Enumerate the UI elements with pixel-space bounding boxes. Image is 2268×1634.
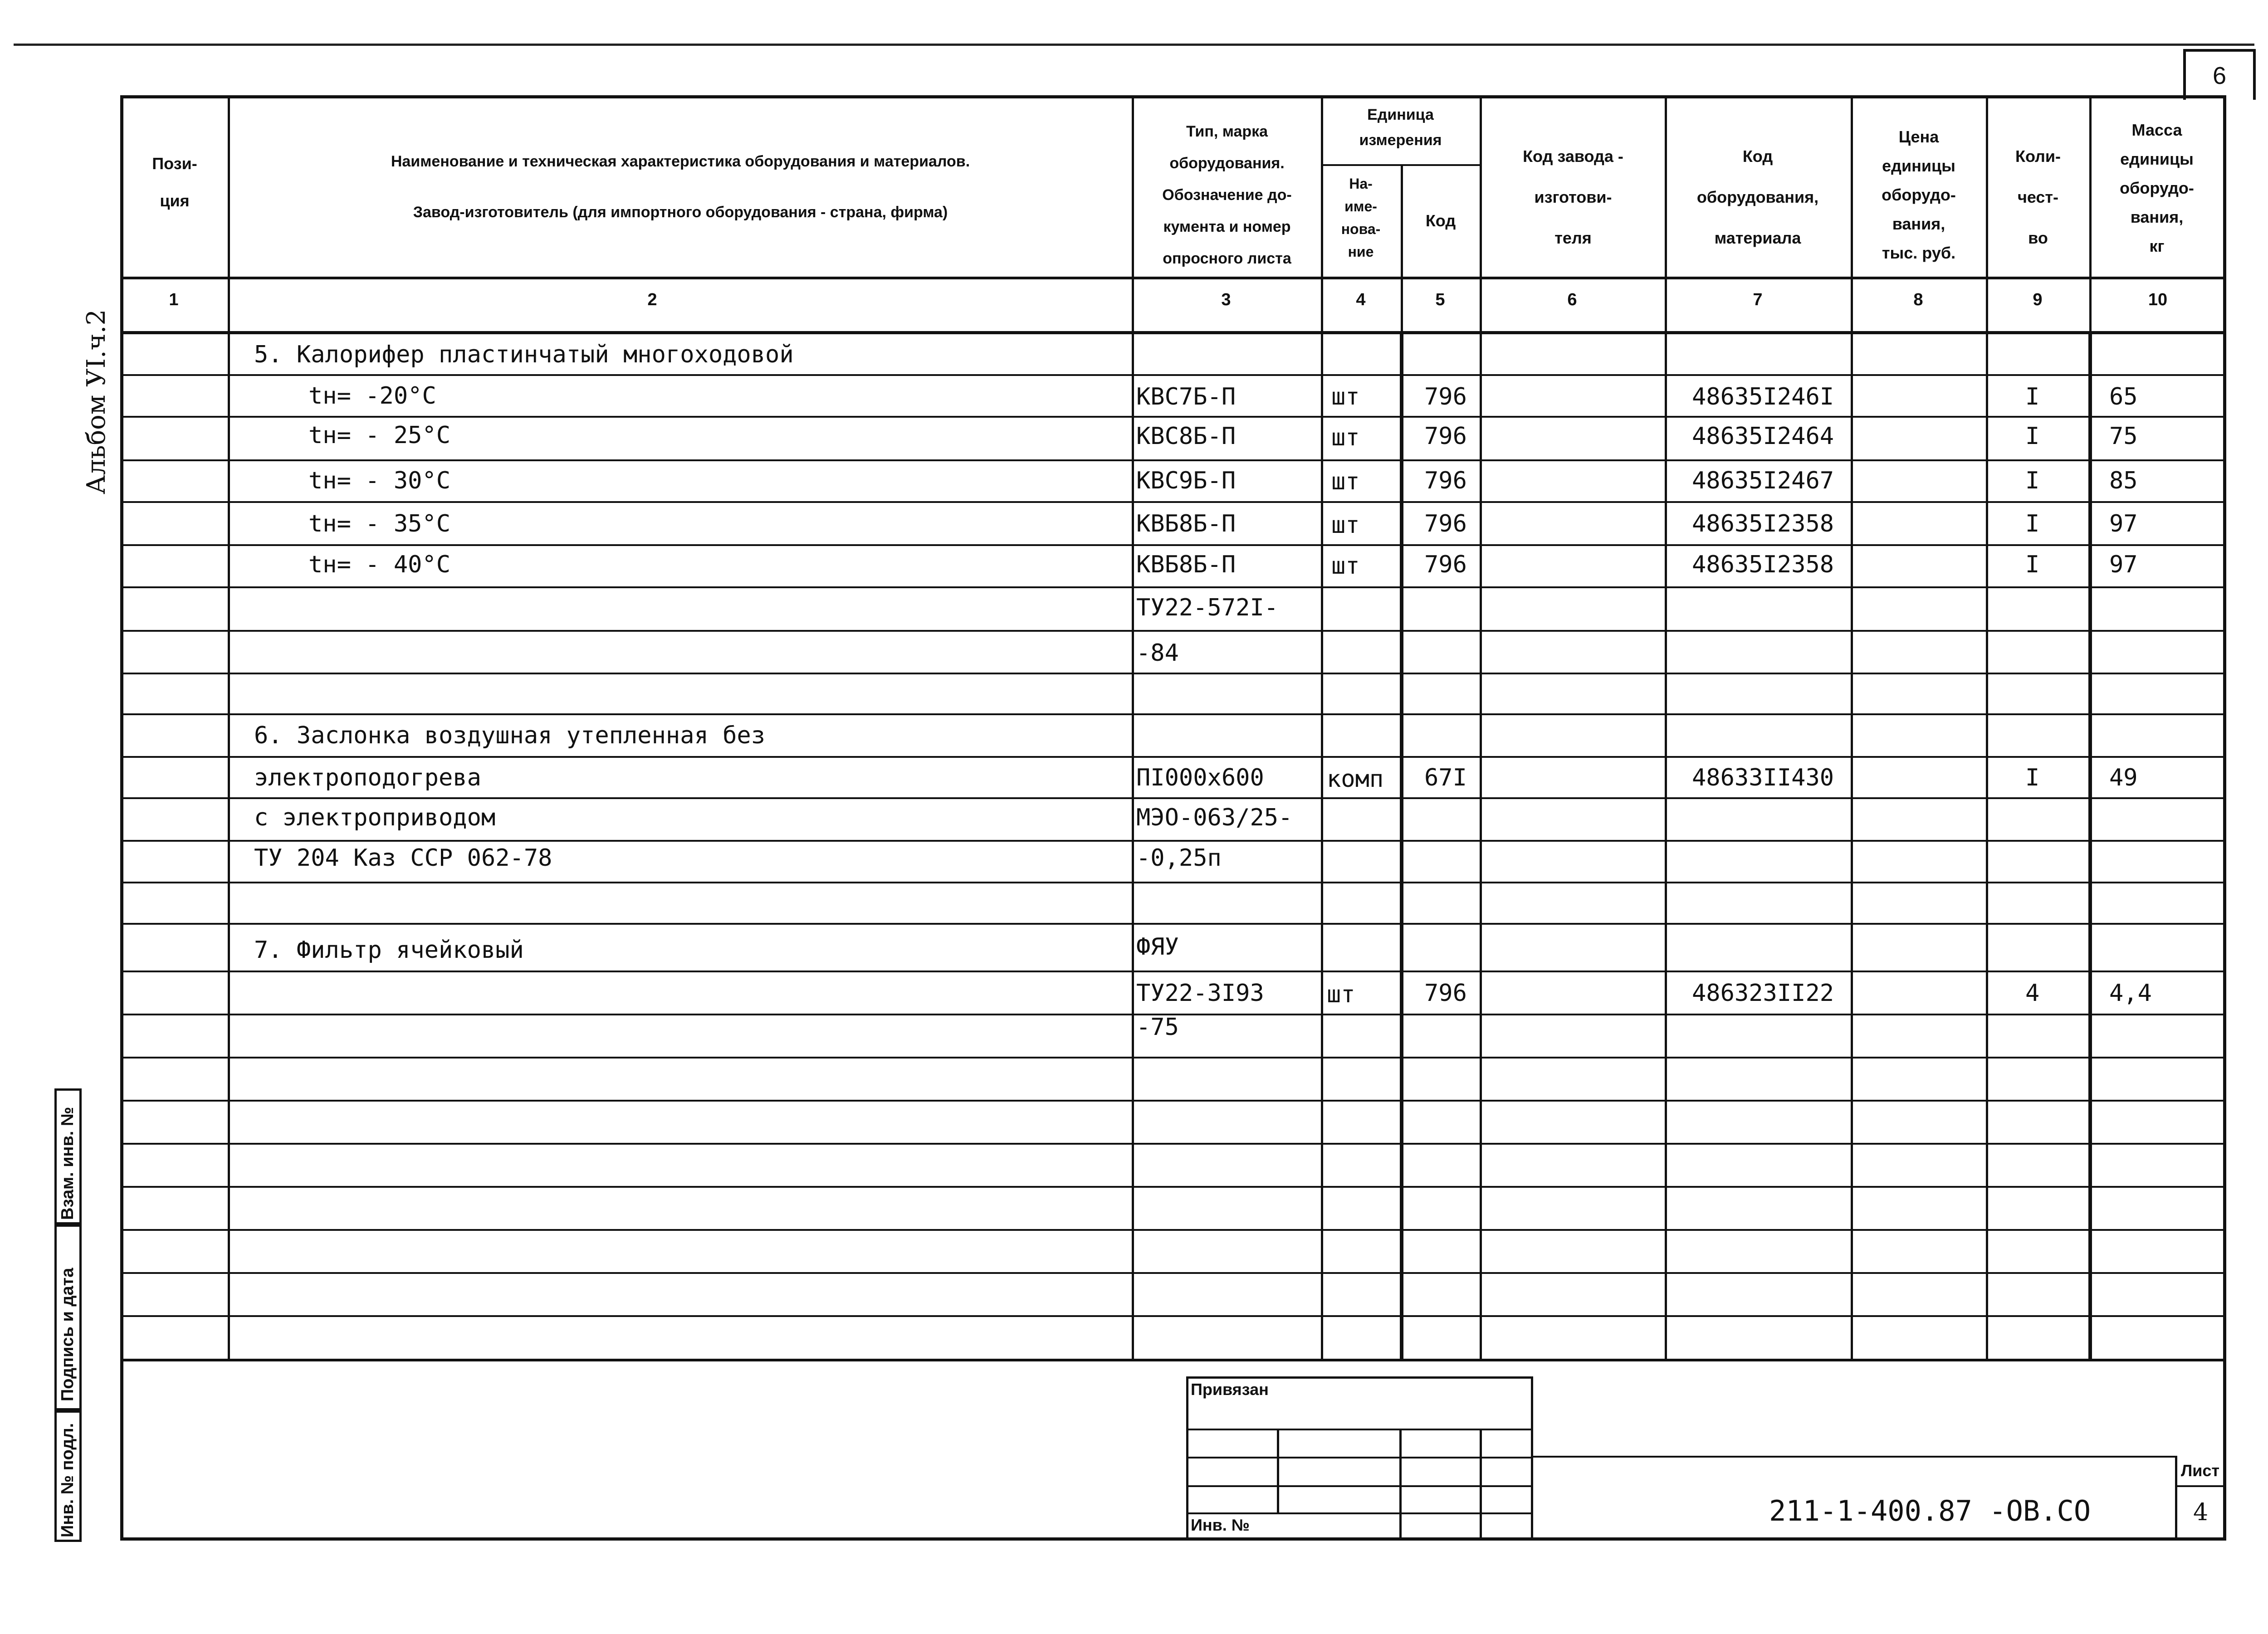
row-line [120,756,2226,758]
col-line-6 [1665,95,1667,1361]
sheet-label: Лист [2181,1461,2220,1480]
row-name: tн= -20°C [308,382,436,410]
row-mass: 97 [2109,510,2138,537]
header-unit: Единица измерения [1359,106,1442,149]
row-type: КВБ8Б-П [1136,551,1236,578]
top-border-line [14,44,2254,46]
row-qty: I [2025,551,2040,578]
colnum-4: 4 [1356,290,1366,309]
row-name: 7. Фильтр ячейковый [254,937,524,964]
colnum-7: 7 [1753,290,1763,309]
header-unit-name: На- име- нова- ние [1341,176,1381,260]
col-line-8 [1986,95,1988,1361]
row-type: ТУ22-572I- [1136,594,1279,621]
colnum-10: 10 [2148,290,2168,309]
row-name: 5. Калорифер пластинчатый многоходовой [254,341,794,368]
table-bottom-line [120,1359,2226,1361]
row-unit: шт [1331,383,1360,410]
row-eq-code: 48635I246I [1692,383,1834,410]
row-type: КВБ8Б-П [1136,510,1236,537]
row-unit: шт [1331,512,1360,539]
row-qty: I [2025,467,2040,494]
row-type: ТУ22-3I93 [1136,980,1264,1007]
row-mass: 75 [2109,423,2138,450]
side-label-signature: Подпись и дата [58,1268,77,1401]
row-line [120,882,2226,883]
header-price: Цена единицы оборудо- вания, тыс. руб. [1882,127,1956,262]
row-line [120,1186,2226,1188]
col-line-5 [1480,95,1482,1361]
row-line [120,459,2226,461]
row-name: с электроприводом [254,804,496,831]
row-line [120,673,2226,674]
row-name: электроподогрева [254,764,481,791]
row-line [120,971,2226,972]
col-line-4-thick [1400,333,1403,1361]
row-eq-code: 48635I2467 [1692,467,1834,494]
row-name: tн= - 30°C [308,467,451,494]
row-eq-code: 48635I2464 [1692,423,1834,450]
row-line [120,630,2226,632]
row-eq-code: 48633II430 [1692,764,1834,791]
colnum-6: 6 [1567,290,1577,309]
header-position: Пози- ция [152,154,197,210]
row-line [120,586,2226,588]
row-line [120,501,2226,503]
row-qty: I [2025,764,2040,791]
row-qty: I [2025,423,2040,450]
header-mass: Масса единицы оборудо- вания, кг [2120,121,2194,255]
row-type: МЭО-063/25- [1136,804,1293,831]
header-name: Наименование и техническая характеристика оборудования и материалов. Завод-изготовитель (для импортного оборудования - страна, фирма) [391,153,970,221]
side-label-replace-inv: Взам. инв. № [58,1107,77,1220]
row-type: ПI000х600 [1136,764,1264,791]
row-mass: 85 [2109,467,2138,494]
row-line [120,1100,2226,1102]
colnum-5: 5 [1435,290,1445,309]
row-code: 67I [1424,764,1467,791]
row-unit: шт [1331,468,1360,495]
row-code: 796 [1424,423,1467,450]
row-line [120,544,2226,546]
row-code: 796 [1424,980,1467,1007]
row-name: tн= - 25°C [308,422,451,449]
album-label: Альбом УI.ч.2 [82,309,111,494]
row-code: 796 [1424,510,1467,537]
row-unit: шт [1331,552,1360,580]
header-type: Тип, марка оборудования. Обозначение до- кумента и номер опросного листа [1162,123,1292,267]
row-code: 796 [1424,467,1467,494]
row-line [120,923,2226,925]
col-line-9-thick [2088,333,2092,1361]
row-name: tн= - 35°C [308,510,451,537]
row-line [120,797,2226,799]
row-type: -75 [1136,1014,1179,1041]
title-block-line [1533,1456,2177,1458]
header-quantity: Коли- чест- во [2015,147,2061,247]
row-eq-code: 48635I2358 [1692,510,1834,537]
sheet-value: 4 [2193,1499,2209,1526]
row-eq-code: 486323II22 [1692,980,1834,1007]
row-name: 6. Заслонка воздушная утепленная без [254,722,766,749]
row-unit: комп [1327,766,1384,793]
row-line [120,1315,2226,1317]
colnum-3: 3 [1221,290,1231,309]
row-type: КВС7Б-П [1136,383,1236,410]
row-line [120,1057,2226,1058]
header-factory-code: Код завода - изготови- теля [1523,147,1623,247]
stamp-col-line [1399,1429,1402,1541]
stamp-inv-label: Инв. № [1191,1516,1250,1534]
row-type: -0,25п [1136,844,1222,872]
document-code: 211-1-400.87 -ОВ.СО [1769,1494,2091,1527]
colnum-8: 8 [1913,290,1923,309]
col-line-1 [228,95,230,1361]
row-type: КВС9Б-П [1136,467,1236,494]
col-line-2 [1132,95,1134,1361]
row-unit: шт [1327,981,1355,1008]
stamp-col-line [1277,1429,1279,1512]
row-mass: 49 [2109,764,2138,791]
row-line [120,840,2226,842]
row-name: ТУ 204 Каз ССР 062-78 [254,844,552,872]
row-type: КВС8Б-П [1136,423,1236,450]
row-code: 796 [1424,383,1467,410]
colnum-bottom-line [120,331,2226,334]
col-line-7 [1851,95,1853,1361]
header-bottom-line [120,277,2226,279]
row-qty: 4 [2025,980,2040,1007]
unit-header-split [1321,164,1480,166]
row-code: 796 [1424,551,1467,578]
top-sheet-number: 6 [2183,49,2256,100]
header-equipment-code: Код оборудования, материала [1696,147,1819,247]
stamp-col-line [1480,1429,1482,1541]
row-mass: 97 [2109,551,2138,578]
colnum-1: 1 [169,290,179,309]
colnum-2: 2 [647,290,657,309]
row-line [120,416,2226,418]
col-line-3 [1321,95,1323,1361]
stamp-bound-label: Привязан [1191,1380,1269,1399]
row-line [120,1229,2226,1231]
row-name: tн= - 40°C [308,551,451,578]
row-line [120,1272,2226,1274]
row-qty: I [2025,510,2040,537]
row-mass: 65 [2109,383,2138,410]
row-line [120,374,2226,376]
row-eq-code: 48635I2358 [1692,551,1834,578]
side-label-inv-orig: Инв. № подл. [58,1423,77,1537]
row-line [120,1143,2226,1145]
row-line [120,713,2226,715]
row-qty: I [2025,383,2040,410]
header-unit-code: Код [1425,211,1456,230]
row-type: ФЯУ [1136,933,1179,961]
row-mass: 4,4 [2109,980,2152,1007]
row-type: -84 [1136,639,1179,667]
colnum-9: 9 [2033,290,2043,309]
sheet-box-line [2175,1485,2226,1487]
row-unit: шт [1331,424,1360,451]
